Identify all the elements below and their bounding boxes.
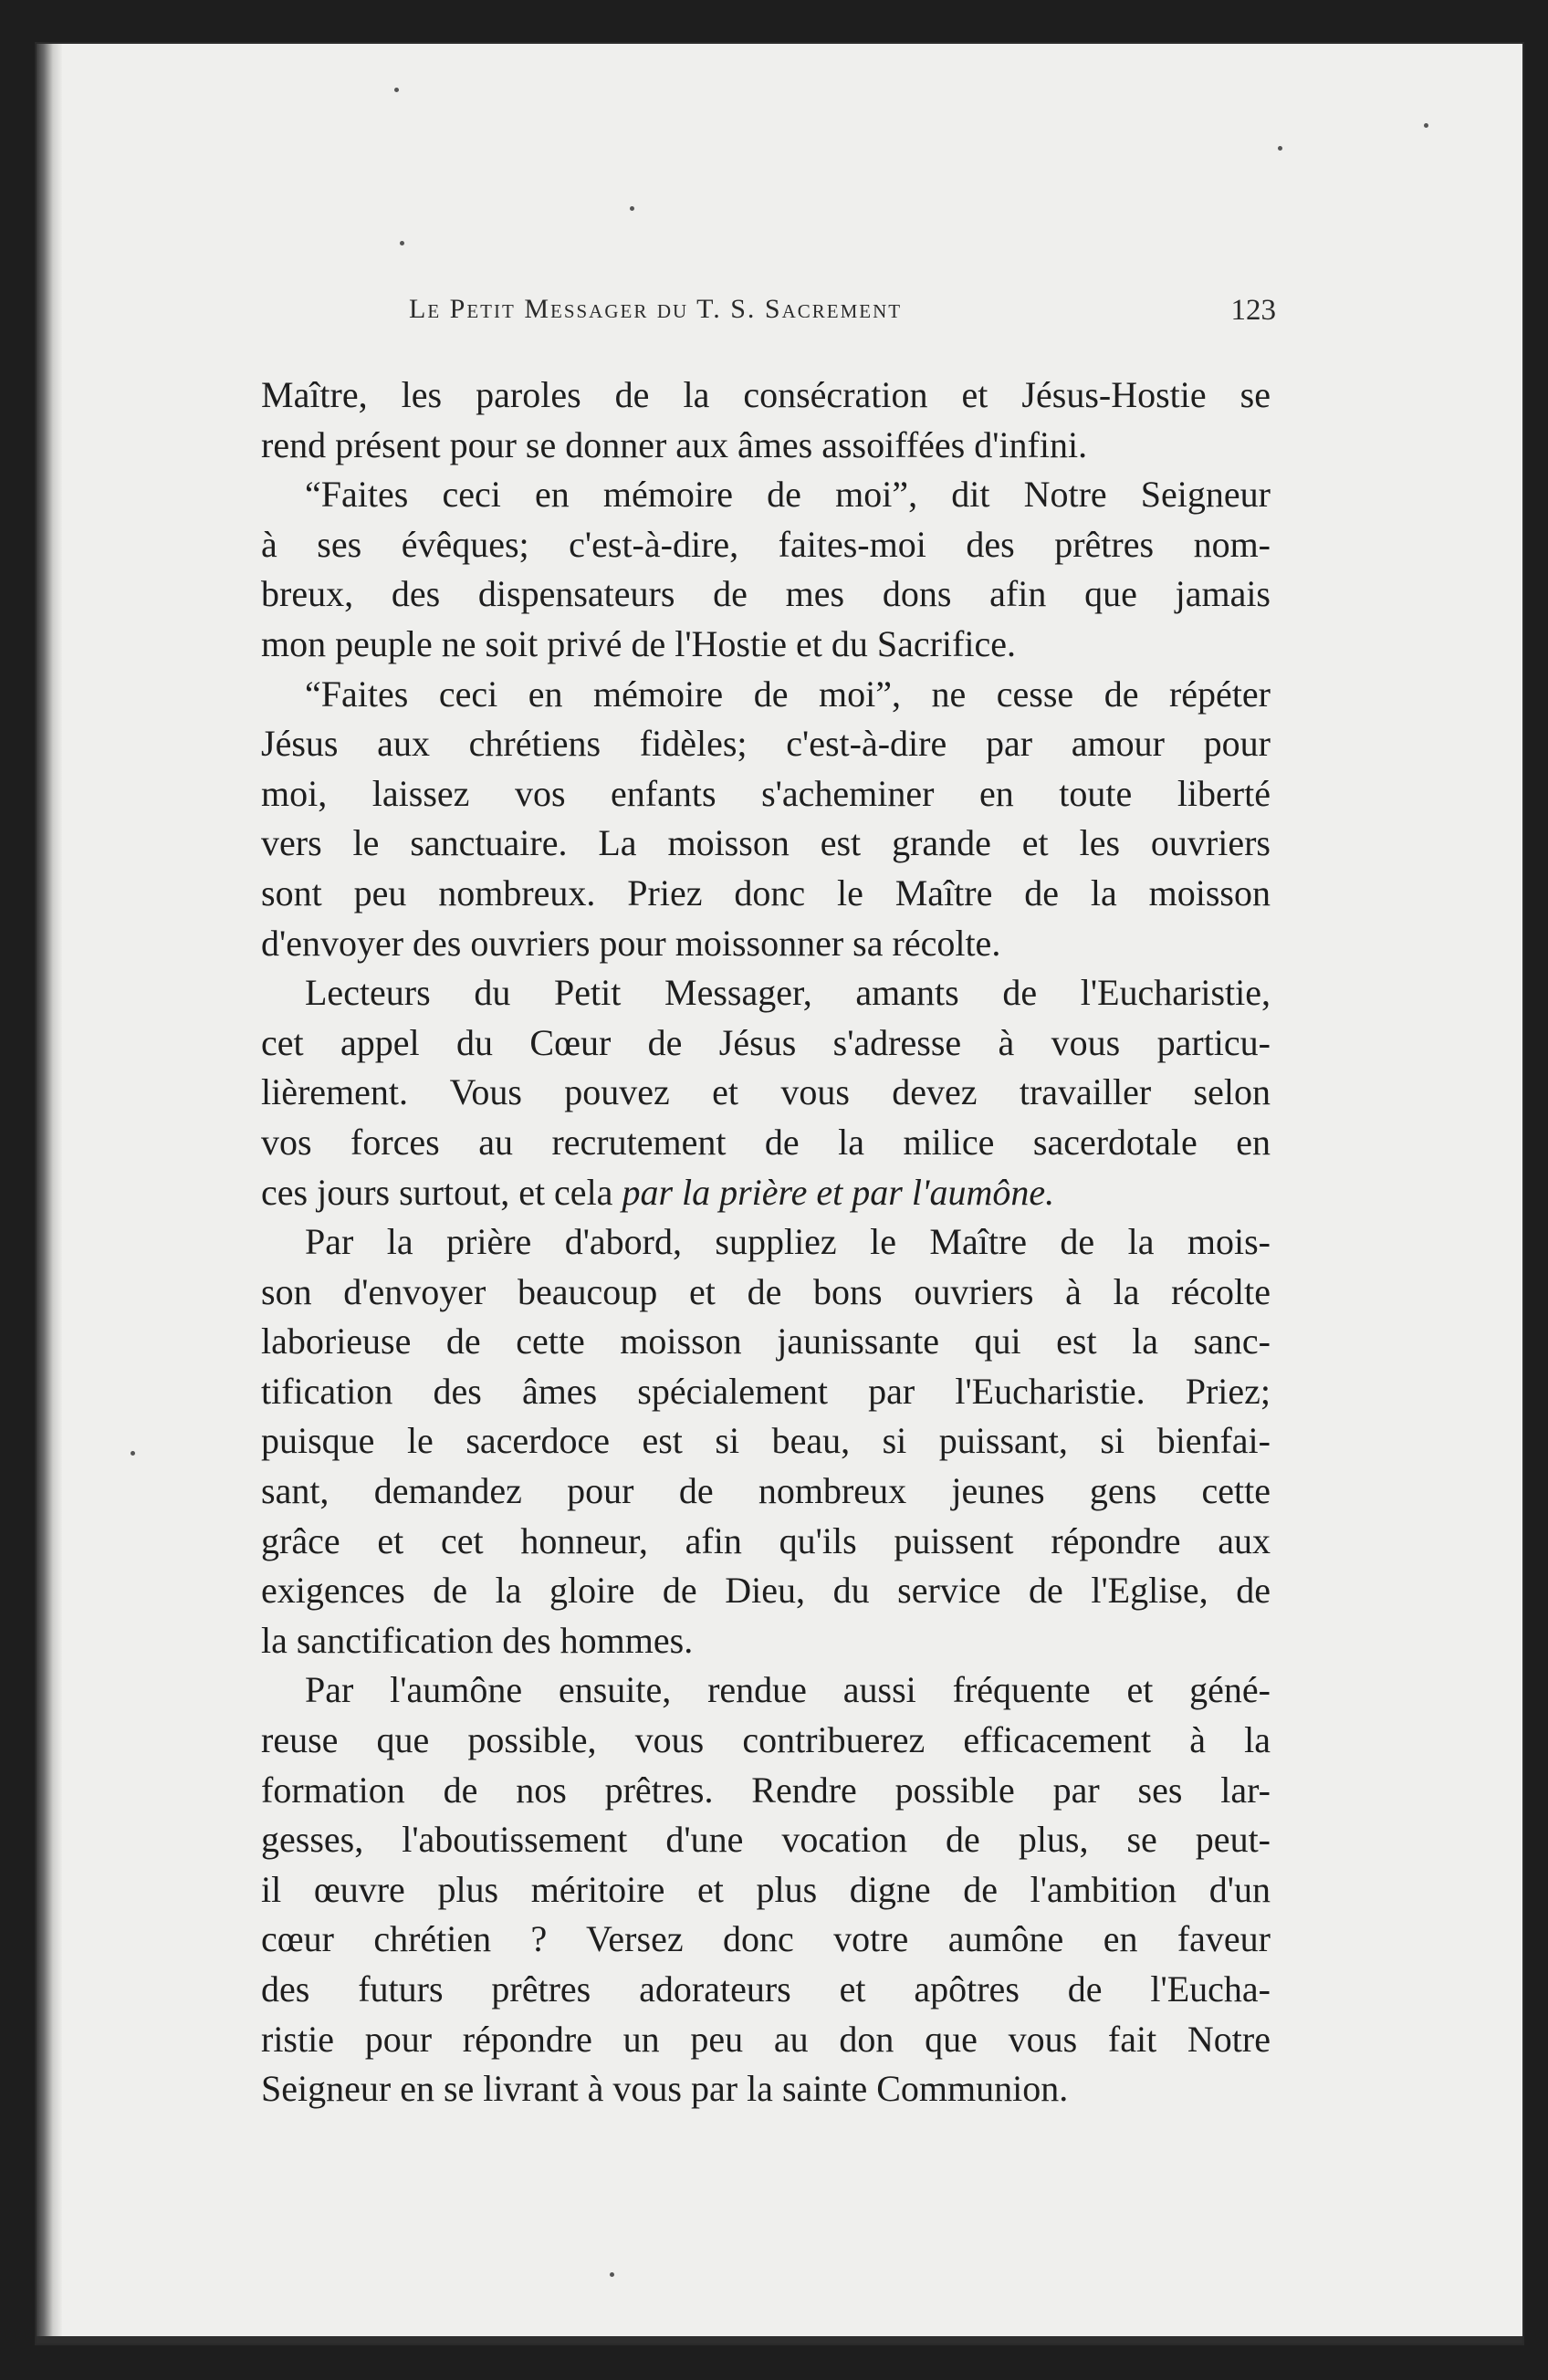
- text-line: vos forces au recrutement de la milice sacerdotale en: [261, 1121, 1271, 1163]
- paper-speck: [394, 88, 399, 92]
- text-line: ristie pour répondre un peu au don que vous fait Notre: [261, 2018, 1271, 2060]
- paper-speck: [1278, 146, 1282, 151]
- text-run: ces jours surtout, et cela: [261, 1171, 622, 1213]
- text-line: Par la prière d'abord, suppliez le Maître de la mois-: [305, 1221, 1271, 1263]
- text-line: des futurs prêtres adorateurs et apôtres de l'Eucha-: [261, 1968, 1271, 2009]
- text-line: vers le sanctuaire. La moisson est grande et les ouvriers: [261, 822, 1271, 864]
- text-line: exigences de la gloire de Dieu, du service de l'Eglise, de: [261, 1570, 1271, 1612]
- paper-speck: [131, 1451, 135, 1456]
- text-line: Maître, les paroles de la consécration et Jésus-Hostie se: [261, 374, 1271, 415]
- text-line: grâce et cet honneur, afin qu'ils puissent répondre aux: [261, 1519, 1271, 1561]
- paper-speck: [1424, 123, 1428, 128]
- text-line: formation de nos prêtres. Rendre possible par ses lar-: [261, 1769, 1271, 1811]
- page-binding-edge: [37, 44, 62, 2343]
- body-text: [261, 371, 1271, 2114]
- text-line: moi, laissez vos enfants s'acheminer en toute liberté: [261, 772, 1271, 814]
- running-head: Le Petit Messager du T. S. Sacrement: [409, 294, 903, 324]
- text-line: mon peuple ne soit privé de l'Hostie et du Sacrifice.: [261, 622, 1016, 664]
- text-line: “Faites ceci en mémoire de moi”, dit Notre Seigneur: [305, 474, 1271, 516]
- text-line: cet appel du Cœur de Jésus s'adresse à vous particu-: [261, 1021, 1271, 1063]
- text-line: la sanctification des hommes.: [261, 1619, 694, 1661]
- text-line: à ses évêques; c'est-à-dire, faites-moi des prêtres nom-: [261, 523, 1271, 565]
- text-line: puisque le sacerdoce est si beau, si puissant, si bienfai-: [261, 1420, 1271, 1462]
- text-line: laborieuse de cette moisson jaunissante qui est la sanc-: [261, 1320, 1271, 1362]
- text-line: Lecteurs du Petit Messager, amants de l'Eucharistie,: [305, 972, 1271, 1014]
- paper-speck: [630, 206, 634, 211]
- text-line: d'envoyer des ouvriers pour moissonner sa récolte.: [261, 922, 1001, 964]
- text-line: Par l'aumône ensuite, rendue aussi fréquente et géné-: [305, 1669, 1271, 1711]
- page-bottom-edge: [37, 2336, 1522, 2343]
- text-line: il œuvre plus méritoire et plus digne de l'ambition d'un: [261, 1868, 1271, 1910]
- text-line: sant, demandez pour de nombreux jeunes gens cette: [261, 1470, 1271, 1512]
- text-line: Jésus aux chrétiens fidèles; c'est-à-dire par amour pour: [261, 723, 1271, 765]
- text-line: son d'envoyer beaucoup et de bons ouvriers à la récolte: [261, 1270, 1271, 1312]
- italic-phrase: par la prière et par l'aumône.: [622, 1171, 1055, 1213]
- text-line: rend présent pour se donner aux âmes assoiffées d'infini.: [261, 423, 1088, 465]
- text-line: “Faites ceci en mémoire de moi”, ne cesse de répéter: [305, 673, 1271, 715]
- text-line: reuse que possible, vous contribuerez efficacement à la: [261, 1719, 1271, 1761]
- text-line: sont peu nombreux. Priez donc le Maître de la moisson: [261, 872, 1271, 913]
- paper-speck: [610, 2272, 614, 2277]
- page-header: [409, 294, 1276, 339]
- paper-speck: [400, 241, 404, 245]
- text-line: Seigneur en se livrant à vous par la sainte Communion.: [261, 2068, 1069, 2110]
- text-line: gesses, l'aboutissement d'une vocation de plus, se peut-: [261, 1819, 1271, 1861]
- page-number: 123: [1230, 294, 1276, 327]
- text-line: cœur chrétien ? Versez donc votre aumône en faveur: [261, 1918, 1271, 1960]
- text-line: lièrement. Vous pouvez et vous devez travailler selon: [261, 1071, 1271, 1113]
- text-line: [261, 1168, 1271, 1218]
- text-line: tification des âmes spécialement par l'Eucharistie. Priez;: [261, 1370, 1271, 1412]
- text-line: breux, des dispensateurs de mes dons afin que jamais: [261, 573, 1271, 615]
